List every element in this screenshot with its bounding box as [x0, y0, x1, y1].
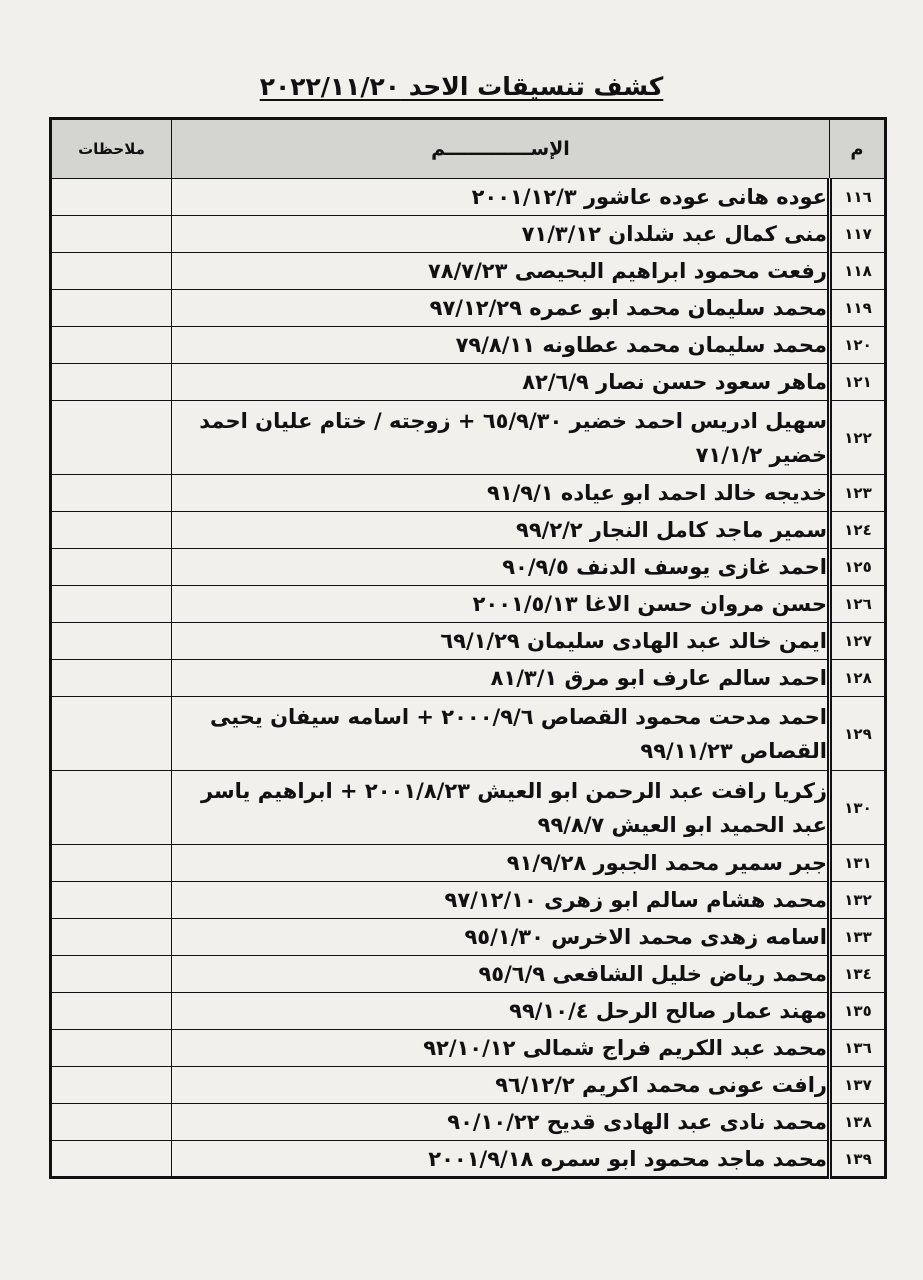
row-name: احمد غازى يوسف الدنف ٩٠/٩/٥ [172, 549, 830, 586]
table-row [51, 549, 886, 586]
row-number: ١٢٠ [830, 327, 886, 364]
page-title: كشف تنسيقات الاحد ٢٠٢٢/١١/٢٠ [259, 72, 664, 101]
table-row [51, 364, 886, 401]
row-number: ١١٩ [830, 290, 886, 327]
row-number: ١٣٥ [830, 993, 886, 1030]
row-name: زكريا رافت عبد الرحمن ابو العيش ٢٠٠١/٨/٢٣ + ابراهيم ياسر عبد الحميد ابو العيش ٩٩/٨/٧ [172, 771, 830, 845]
table-row [51, 993, 886, 1030]
header-name: الإســـــــــــــم [172, 119, 830, 179]
row-notes [51, 623, 172, 660]
row-name: محمد رياض خليل الشافعى ٩٥/٦/٩ [172, 956, 830, 993]
table-row [51, 1067, 886, 1104]
row-name: ايمن خالد عبد الهادى سليمان ٦٩/١/٢٩ [172, 623, 830, 660]
coordination-table [49, 117, 887, 1179]
row-name: محمد هشام سالم ابو زهرى ٩٧/١٢/١٠ [172, 882, 830, 919]
table-row [51, 882, 886, 919]
table-row [51, 845, 886, 882]
row-name: خديجه خالد احمد ابو عياده ٩١/٩/١ [172, 475, 830, 512]
row-number: ١٣٩ [830, 1141, 886, 1178]
row-notes [51, 1030, 172, 1067]
row-number: ١٢٣ [830, 475, 886, 512]
row-number: ١٢٤ [830, 512, 886, 549]
table-row [51, 919, 886, 956]
table-row [51, 327, 886, 364]
row-name: جبر سمير محمد الجبور ٩١/٩/٢٨ [172, 845, 830, 882]
row-name: حسن مروان حسن الاغا ٢٠٠١/٥/١٣ [172, 586, 830, 623]
row-notes [51, 364, 172, 401]
row-number: ١٢١ [830, 364, 886, 401]
row-number: ١٣٠ [830, 771, 886, 845]
table-row [51, 771, 886, 845]
row-name: محمد سليمان محمد ابو عمره ٩٧/١٢/٢٩ [172, 290, 830, 327]
row-notes [51, 586, 172, 623]
table-row [51, 660, 886, 697]
header-number: م [830, 119, 886, 179]
table-row [51, 623, 886, 660]
row-notes [51, 401, 172, 475]
row-number: ١٣١ [830, 845, 886, 882]
row-name: اسامه زهدى محمد الاخرس ٩٥/١/٣٠ [172, 919, 830, 956]
row-notes [51, 512, 172, 549]
table-row [51, 475, 886, 512]
row-number: ١٣٧ [830, 1067, 886, 1104]
table-row [51, 1104, 886, 1141]
row-name: منى كمال عبد شلدان ٧١/٣/١٢ [172, 216, 830, 253]
row-name: محمد ماجد محمود ابو سمره ٢٠٠١/٩/١٨ [172, 1141, 830, 1178]
row-notes [51, 1104, 172, 1141]
row-name: احمد سالم عارف ابو مرق ٨١/٣/١ [172, 660, 830, 697]
row-number: ١١٦ [830, 179, 886, 216]
row-number: ١٣٦ [830, 1030, 886, 1067]
row-number: ١٢٨ [830, 660, 886, 697]
row-notes [51, 697, 172, 771]
row-notes [51, 290, 172, 327]
row-notes [51, 1067, 172, 1104]
table-header-row [51, 119, 886, 179]
row-name: محمد عبد الكريم فراج شمالى ٩٢/١٠/١٢ [172, 1030, 830, 1067]
row-number: ١١٨ [830, 253, 886, 290]
row-number: ١٢٦ [830, 586, 886, 623]
row-notes [51, 660, 172, 697]
row-notes [51, 216, 172, 253]
table-row [51, 697, 886, 771]
row-notes [51, 549, 172, 586]
table-row [51, 1030, 886, 1067]
row-number: ١٢٧ [830, 623, 886, 660]
row-name: سمير ماجد كامل النجار ٩٩/٢/٢ [172, 512, 830, 549]
table-row [51, 179, 886, 216]
table-row [51, 512, 886, 549]
table-row [51, 253, 886, 290]
row-name: عوده هانى عوده عاشور ٢٠٠١/١٢/٣ [172, 179, 830, 216]
row-name: مهند عمار صالح الرحل ٩٩/١٠/٤ [172, 993, 830, 1030]
row-notes [51, 993, 172, 1030]
row-name: احمد مدحت محمود القصاص ٢٠٠٠/٩/٦ + اسامه سيفان يحيى القصاص ٩٩/١١/٢٣ [172, 697, 830, 771]
row-number: ١٣٨ [830, 1104, 886, 1141]
row-number: ١١٧ [830, 216, 886, 253]
row-number: ١٣٣ [830, 919, 886, 956]
row-number: ١٣٤ [830, 956, 886, 993]
row-name: رافت عونى محمد اكريم ٩٦/١٢/٢ [172, 1067, 830, 1104]
row-name: سهيل ادريس احمد خضير ٦٥/٩/٣٠ + زوجته / ختام عليان احمد خضير ٧١/١/٢ [172, 401, 830, 475]
row-notes [51, 179, 172, 216]
row-number: ١٣٢ [830, 882, 886, 919]
row-name: رفعت محمود ابراهيم البحيصى ٧٨/٧/٢٣ [172, 253, 830, 290]
row-notes [51, 253, 172, 290]
table-row [51, 290, 886, 327]
table-row [51, 586, 886, 623]
row-number: ١٢٩ [830, 697, 886, 771]
table-row [51, 401, 886, 475]
row-notes [51, 1141, 172, 1178]
table-row [51, 956, 886, 993]
row-notes [51, 956, 172, 993]
row-name: ماهر سعود حسن نصار ٨٢/٦/٩ [172, 364, 830, 401]
row-notes [51, 919, 172, 956]
table-row [51, 1141, 886, 1178]
row-notes [51, 327, 172, 364]
table-row [51, 216, 886, 253]
row-number: ١٢٥ [830, 549, 886, 586]
row-notes [51, 882, 172, 919]
row-notes [51, 475, 172, 512]
row-name: محمد سليمان محمد عطاونه ٧٩/٨/١١ [172, 327, 830, 364]
row-notes [51, 771, 172, 845]
header-notes: ملاحظات [51, 119, 172, 179]
row-name: محمد نادى عبد الهادى قديح ٩٠/١٠/٢٢ [172, 1104, 830, 1141]
row-notes [51, 845, 172, 882]
row-number: ١٢٢ [830, 401, 886, 475]
